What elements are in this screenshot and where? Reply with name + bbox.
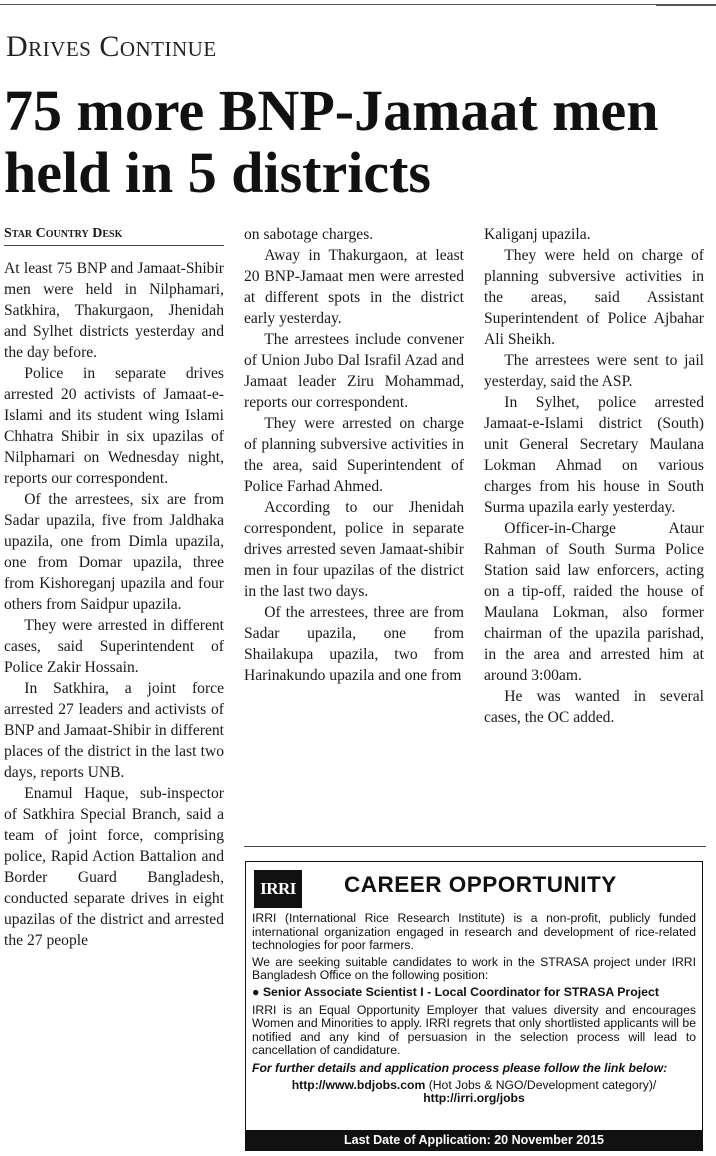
ad-position: ● Senior Associate Scientist I - Local Coordinator for STRASA Project <box>252 984 659 999</box>
ad-further-details: For further details and application process please follow the link below: <box>252 1060 668 1075</box>
article-kicker: Drives Continue <box>6 30 217 63</box>
article-headline: 75 more BNP-Jamaat men held in 5 districts <box>4 78 659 205</box>
paragraph: They were arrested in different cases, said Superintendent of Police Zakir Hossain. <box>4 617 224 676</box>
paragraph: Officer-in-Charge Ataur Rahman of South Surma Police Station said law enforcers, acting on a tip-off, raided the house of Maulana Lokman, also former chairman of the upazila parishad, in the area and arrested him at around 3:00am. <box>484 520 704 684</box>
paragraph: Of the arrestees, six are from Sadar upazila, five from Jaldhaka upazila, one from Dimla upazila, one from Domar upazila, three from Kishoreganj upazila and four others from Saidpur upazila. <box>4 491 224 613</box>
paragraph: Away in Thakurgaon, at least 20 BNP-Jamaat men were arrested at different spots in the district early yesterday. <box>244 247 464 327</box>
ad-intro: IRRI (International Rice Research Institute) is a non-profit, publicly funded international organization engaged in research and development of rice-related technologies for poor farmers. <box>252 911 696 953</box>
paragraph: Enamul Haque, sub-inspector of Satkhira Special Branch, said a team of joint force, comprising police, Rapid Action Battalion and Border Guard Bangladesh, conducted separate drives in eight upazilas of the district and arrested the 27 people <box>4 785 224 949</box>
irri-jobs-link[interactable]: http://irri.org/jobs <box>423 1091 525 1106</box>
ad-body <box>252 912 696 1106</box>
irri-logo: IRRI <box>254 870 302 908</box>
article-column-3 <box>484 224 704 728</box>
paragraph: He was wanted in several cases, the OC added. <box>484 688 704 726</box>
article-column-1 <box>4 258 224 951</box>
bdjobs-link[interactable]: http://www.bdjobs.com <box>291 1077 426 1092</box>
ad-links <box>252 1079 696 1106</box>
paragraph: Police in separate drives arrested 20 activists of Jamaat-e-Islami and its student wing Islami Chhatra Shibir in six upazilas of Nilphamari on Wednesday night, reports our correspondent. <box>4 365 224 487</box>
ad-equal-opportunity: IRRI is an Equal Opportunity Employer that values diversity and encourages Women and Minorities to apply. IRRI regrets that only shortlisted applicants will be notified and any kind of persuasion in the selection process will lead to cancellation of candidature. <box>252 1002 696 1058</box>
ad-divider <box>244 846 706 847</box>
paragraph: The arrestees include convener of Union Jubo Dal Israfil Azad and Jamaat leader Ziru Mohammad, reports our correspondent. <box>244 331 464 411</box>
paragraph: The arrestees were sent to jail yesterday, said the ASP. <box>484 352 704 390</box>
paragraph: They were arrested on charge of planning subversive activities in the area, said Superintendent of Police Farhad Ahmed. <box>244 415 464 495</box>
paragraph: In Sylhet, police arrested Jamaat-e-Islami district (South) unit General Secretary Maulana Lokman Ahmad on various charges from his house in South Surma upazila early yesterday. <box>484 394 704 516</box>
career-advertisement <box>245 861 703 1151</box>
paragraph: Of the arrestees, three are from Sadar upazila, one from Shailakupa upazila, two from Harinakundo upazila and one from <box>244 604 464 684</box>
paragraph: At least 75 BNP and Jamaat-Shibir men were held in Nilphamari, Satkhira, Thakurgaon, Jhenidah and Sylhet districts yesterday and the day before. <box>4 260 224 361</box>
paragraph: Kaliganj upazila. <box>484 226 591 243</box>
article-column-2 <box>244 224 464 686</box>
article-byline: Star Country Desk <box>4 226 224 246</box>
paragraph: on sabotage charges. <box>244 226 374 243</box>
paragraph: According to our Jhenidah correspondent, police in separate drives arrested seven Jamaat-shibir men in four upazilas of the district in the last two days. <box>244 499 464 600</box>
paragraph: In Satkhira, a joint force arrested 27 leaders and activists of BNP and Jamaat-Shibir in different places of the district in the last two days, reports UNB. <box>4 680 225 781</box>
ad-title: CAREER OPPORTUNITY <box>344 872 617 897</box>
top-rule <box>0 4 716 5</box>
paragraph: They were held on charge of planning subversive activities in the areas, said Assistant Superintendent of Police Ajbahar Ali Sheikh. <box>484 247 704 348</box>
ad-seeking: We are seeking suitable candidates to work in the STRASA project under IRRI Bangladesh Office on the following position: <box>252 954 696 983</box>
ad-deadline: Last Date of Application: 20 November 2015 <box>246 1130 702 1150</box>
ad-header <box>254 870 694 908</box>
bdjobs-note: (Hot Jobs & NGO/Development category)/ <box>425 1077 657 1092</box>
top-corner-rule <box>656 0 716 6</box>
